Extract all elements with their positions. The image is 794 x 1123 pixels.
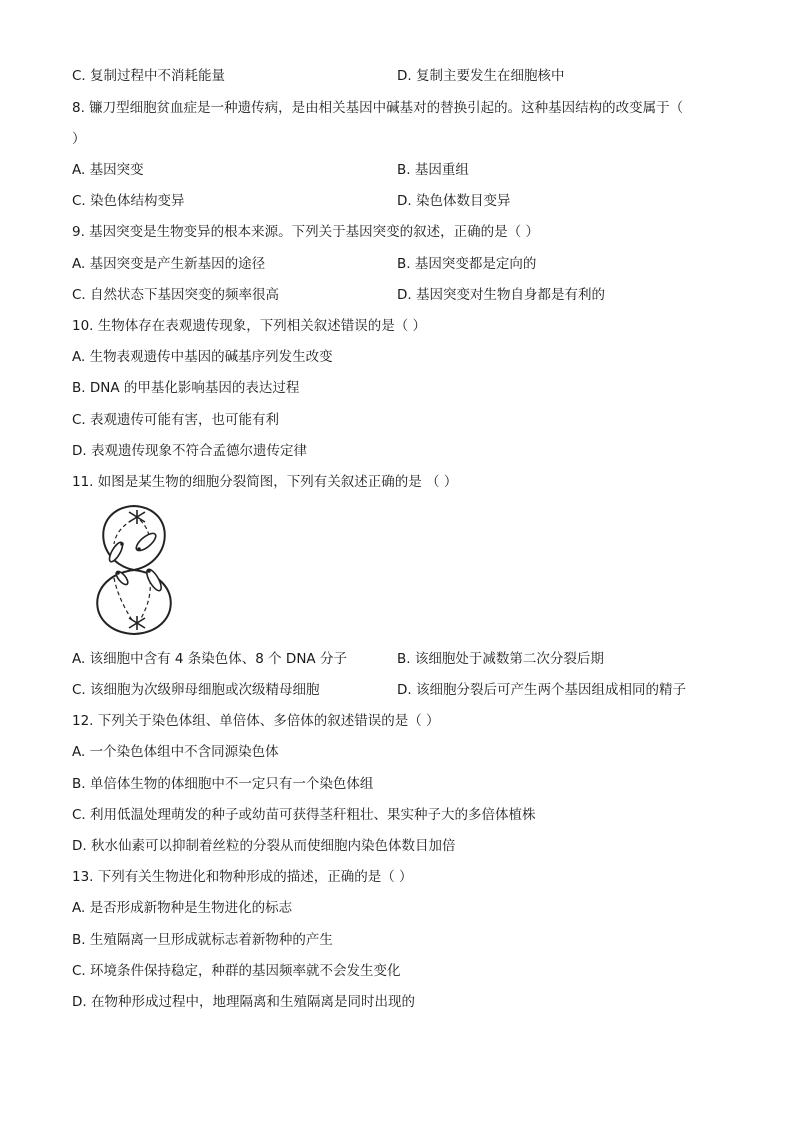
text-line: C. 该细胞为次级卵母细胞或次级精母细胞 bbox=[72, 682, 320, 698]
text-line: 12. 下列关于染色体组、单倍体、多倍体的叙述错误的是（ ） bbox=[72, 713, 440, 729]
text-line: 13. 下列有关生物进化和物种形成的描述，正确的是（ ） bbox=[72, 869, 413, 885]
text-line: C. 自然状态下基因突变的频率很高 bbox=[72, 287, 280, 303]
text-line: A. 生物表观遗传中基因的碱基序列发生改变 bbox=[72, 349, 333, 365]
text-line: 11. 如图是某生物的细胞分裂简图，下列有关叙述正确的是 （ ） bbox=[72, 474, 458, 490]
text-line: ） bbox=[72, 131, 86, 147]
text-line: A. 该细胞中含有 4 条染色体、8 个 DNA 分子 bbox=[72, 651, 347, 667]
text-line: 9. 基因突变是生物变异的根本来源。下列关于基因突变的叙述，正确的是（ ） bbox=[72, 224, 539, 240]
text-line: B. 该细胞处于减数第二次分裂后期 bbox=[397, 651, 604, 667]
text-line: B. 单倍体生物的体细胞中不一定只有一个染色体组 bbox=[72, 776, 374, 792]
text-line: B. 生殖隔离一旦形成就标志着新物种的产生 bbox=[72, 932, 333, 948]
text-line: 10. 生物体存在表观遗传现象，下列相关叙述错误的是（ ） bbox=[72, 318, 427, 334]
text-line: C. 利用低温处理萌发的种子或幼苗可获得茎秆粗壮、果实种子大的多倍体植株 bbox=[72, 807, 536, 823]
text-line: C. 复制过程中不消耗能量 bbox=[72, 68, 226, 84]
text-line: C. 环境条件保持稳定，种群的基因频率就不会发生变化 bbox=[72, 963, 401, 979]
text-line: D. 基因突变对生物自身都是有利的 bbox=[397, 287, 605, 303]
text-line: B. 基因重组 bbox=[397, 162, 469, 178]
text-line: A. 基因突变是产生新基因的途径 bbox=[72, 256, 266, 272]
text-line: A. 基因突变 bbox=[72, 162, 144, 178]
text-line: C. 表观遗传可能有害，也可能有利 bbox=[72, 412, 280, 428]
text-line: D. 秋水仙素可以抑制着丝粒的分裂从而使细胞内染色体数目加倍 bbox=[72, 838, 456, 854]
text-line: D. 染色体数目变异 bbox=[397, 193, 511, 209]
text-line: D. 复制主要发生在细胞核中 bbox=[397, 68, 565, 84]
text-line: C. 染色体结构变异 bbox=[72, 193, 185, 209]
text-line: D. 在物种形成过程中，地理隔离和生殖隔离是同时出现的 bbox=[72, 994, 415, 1010]
text-line: D. 该细胞分裂后可产生两个基因组成相同的精子 bbox=[397, 682, 686, 698]
cell-division-diagram bbox=[74, 500, 194, 640]
text-line: A. 是否形成新物种是生物进化的标志 bbox=[72, 900, 293, 916]
text-line: B. DNA 的甲基化影响基因的表达过程 bbox=[72, 380, 300, 396]
text-line: B. 基因突变都是定向的 bbox=[397, 256, 537, 272]
text-line: A. 一个染色体组中不含同源染色体 bbox=[72, 744, 279, 760]
text-line: D. 表观遗传现象不符合孟德尔遗传定律 bbox=[72, 443, 307, 459]
text-line: 8. 镰刀型细胞贫血症是一种遗传病，是由相关基因中碱基对的替换引起的。这种基因结构的改变属于（ bbox=[72, 100, 684, 116]
